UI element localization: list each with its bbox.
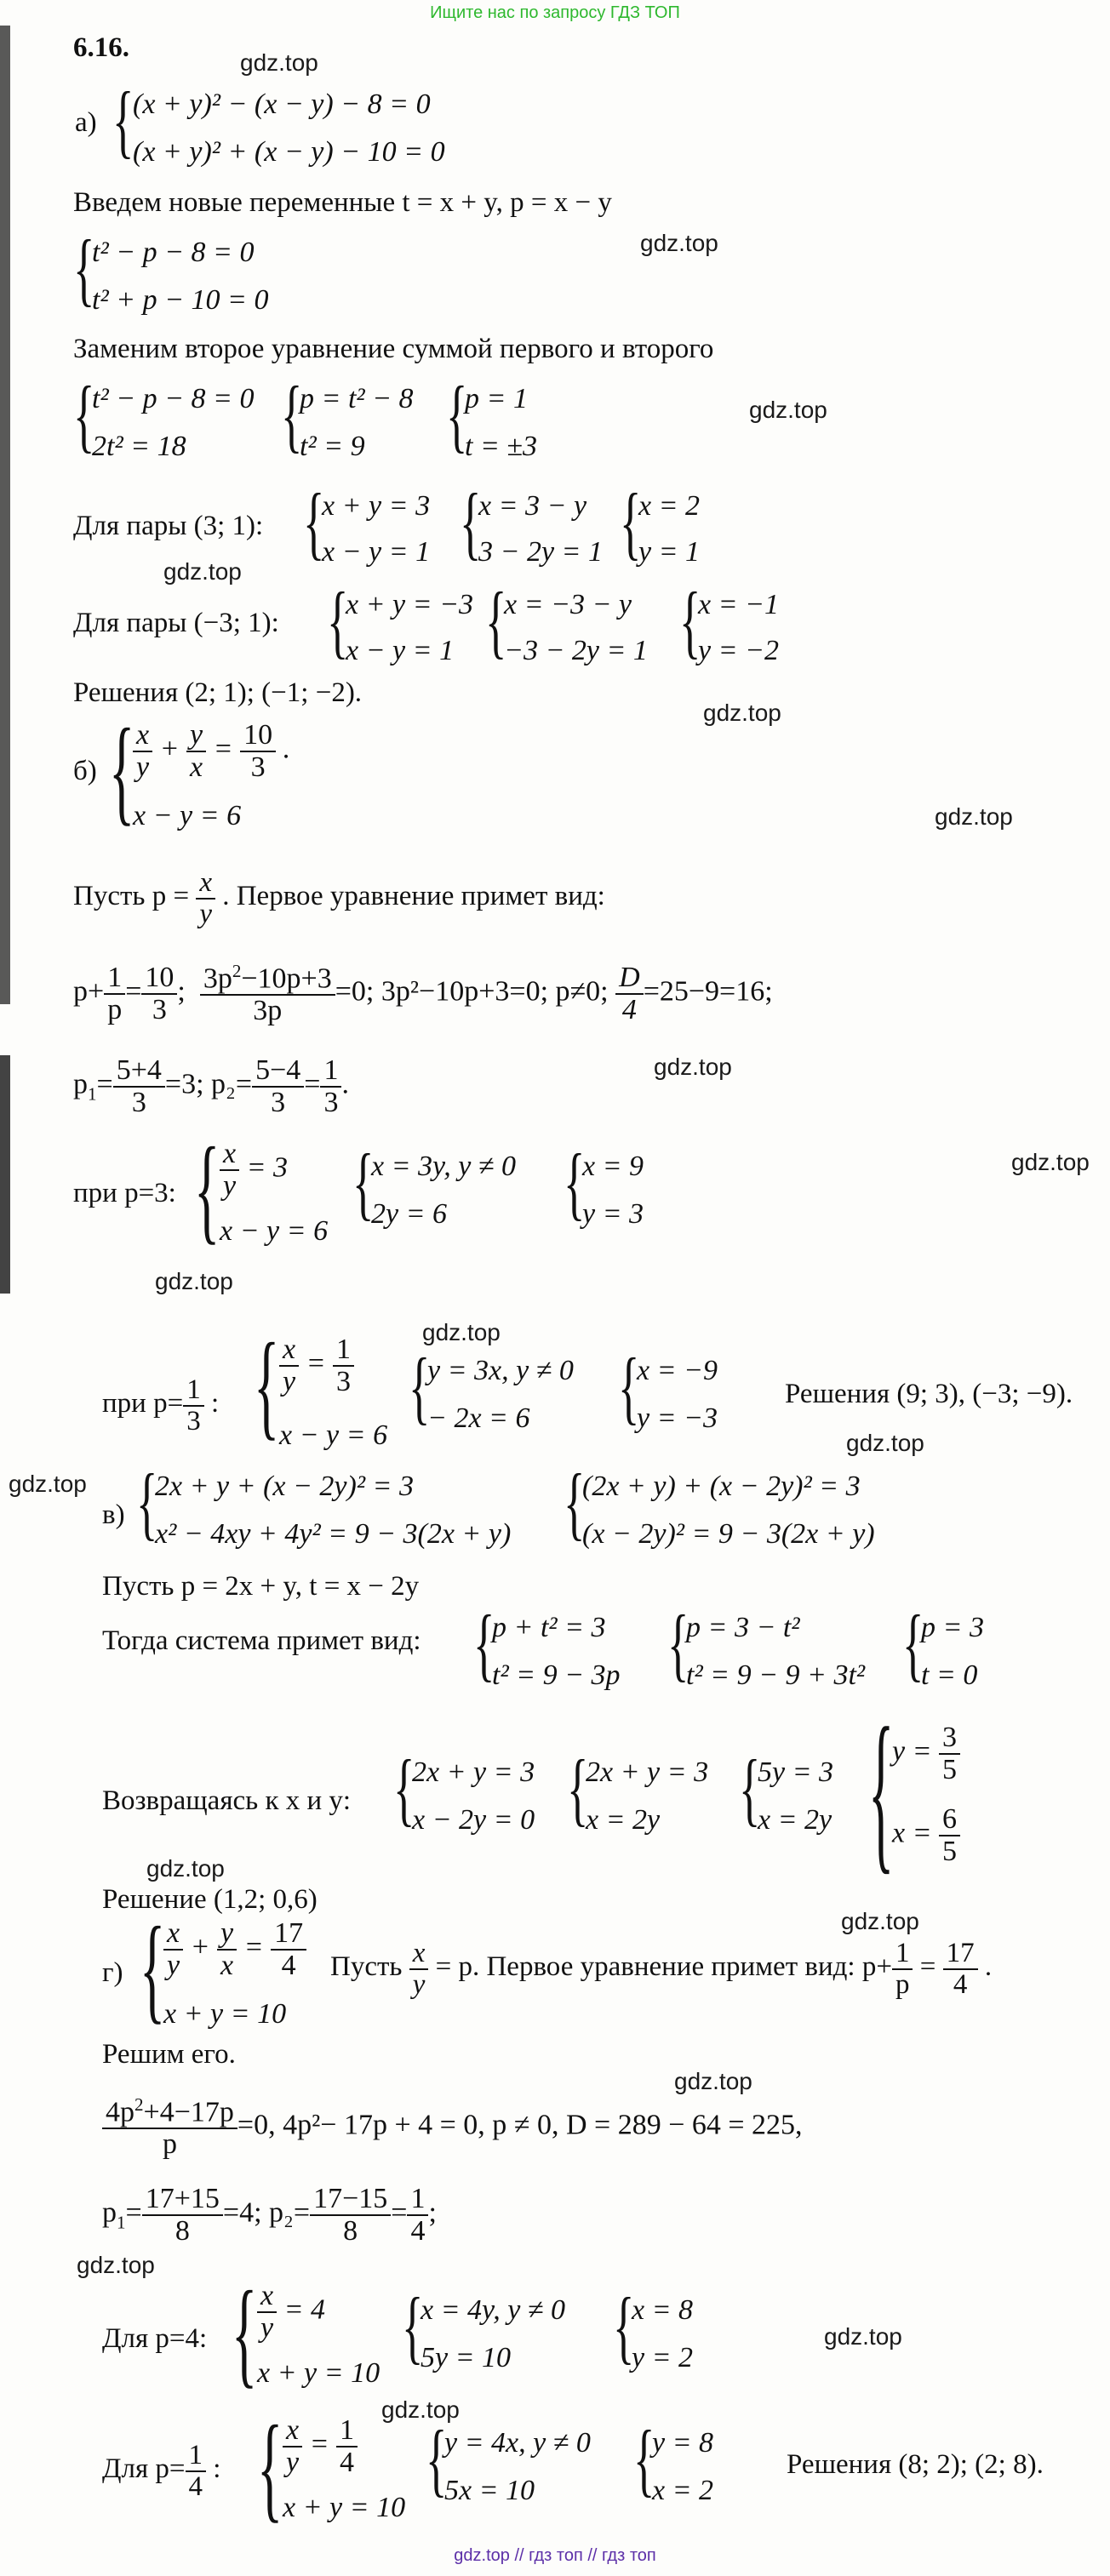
- equation: (2x + y) + (x − 2y)² = 3: [582, 1471, 861, 1502]
- system-brace: {: [112, 75, 134, 166]
- equation: y = 3x, y ≠ 0: [427, 1355, 574, 1386]
- paragraph: Заменим второе уравнение суммой первого и второго: [73, 334, 714, 364]
- scan-edge: [0, 1055, 10, 1294]
- system-brace: {: [564, 1457, 586, 1548]
- equation-line: p+ $\frac{1}{p}$ = $\frac{10}{3}$ ; $\frac{3p^2-10p+3}{3p}$ =0; 3p²−10p+3=0; p≠0; $\frac{D}{4}$ =25−9=16;: [73, 961, 773, 1027]
- equation: x + y = 3: [322, 490, 431, 522]
- equation: y = 3: [582, 1198, 644, 1230]
- paragraph: Введем новые переменные t = x + y, p = x − y: [73, 187, 612, 218]
- equation: x = 4y, y ≠ 0: [421, 2294, 565, 2326]
- system-brace: {: [567, 1743, 589, 1834]
- equation: p = 3 − t²: [686, 1612, 800, 1643]
- paragraph: Для пары (−3; 1):: [73, 608, 279, 638]
- part-b-label: б): [73, 756, 97, 786]
- equation: t² + p − 10 = 0: [92, 284, 269, 316]
- system-brace: {: [140, 1903, 166, 2035]
- equation: t² − p − 8 = 0: [92, 383, 255, 414]
- equation: 2y = 6: [371, 1198, 448, 1230]
- equation: x − y = 6: [279, 1419, 388, 1451]
- roots-line: $p_1=$ $\frac{5+4}{3}$ =3; p₂= $\frac{5-4}{3}$ = $\frac{1}{3}$ .: [73, 1054, 349, 1118]
- equation: 2x + y = 3: [412, 1756, 535, 1788]
- paragraph: Пусть p = $\frac{x}{y}$ . Первое уравнение примет вид:: [73, 867, 605, 929]
- paragraph: Тогда система примет вид:: [102, 1625, 421, 1656]
- equation: x = 9: [582, 1151, 644, 1182]
- solution-text: Решение (1,2; 0,6): [102, 1884, 318, 1915]
- equation: t² = 9 − 3p: [492, 1659, 621, 1691]
- part-v-label: в): [102, 1499, 125, 1530]
- system-brace: {: [254, 1319, 280, 1451]
- equation-line: $\frac{4p^2+4-17p}{p}$ =0, 4p²− 17p + 4 = 0, p ≠ 0, D = 289 − 64 = 225,: [102, 2095, 803, 2160]
- watermark: gdz.top: [146, 1855, 225, 1882]
- equation: y = 4x, y ≠ 0: [444, 2427, 591, 2459]
- watermark: gdz.top: [422, 1319, 501, 1345]
- case-label: Для p=4:: [102, 2323, 208, 2354]
- equation: x = 2: [652, 2475, 714, 2506]
- system-brace: {: [232, 2267, 258, 2399]
- watermark: gdz.top: [77, 2252, 155, 2278]
- equation: t² − p − 8 = 0: [92, 237, 255, 268]
- case-label: при p=3:: [73, 1178, 176, 1208]
- equation: −3 − 2y = 1: [504, 635, 648, 666]
- equation: $\frac{x}{y}$ = $\frac{1}{3}$: [279, 1334, 354, 1397]
- equation: x² − 4xy + 4y² = 9 − 3(2x + y): [155, 1518, 512, 1550]
- equation: y = 8: [652, 2427, 714, 2459]
- equation: y = −3: [637, 1402, 718, 1434]
- equation: x − 2y = 0: [412, 1804, 535, 1836]
- scan-edge: [0, 26, 10, 1004]
- equation: (x + y)² + (x − y) − 10 = 0: [133, 136, 445, 168]
- part-g-label: г): [102, 1957, 123, 1988]
- equation: x + y = 10: [163, 1998, 287, 2030]
- equation: $\frac{x}{y}$ + $\frac{y}{x}$ = $\frac{17}{4}$: [163, 1918, 306, 1980]
- equation: y = 2: [632, 2342, 694, 2373]
- watermark: gdz.top: [654, 1054, 732, 1080]
- equation: 2t² = 18: [92, 431, 186, 462]
- watermark: gdz.top: [240, 49, 318, 76]
- system-brace: {: [426, 2413, 448, 2505]
- equation: x = 8: [632, 2294, 694, 2326]
- paragraph: Для пары (3; 1):: [73, 511, 264, 541]
- solution-text: Решения (8; 2); (2; 8).: [787, 2449, 1044, 2480]
- header-link[interactable]: Ищите нас по запросу ГДЗ ТОП: [430, 3, 680, 22]
- system-brace: {: [109, 705, 135, 837]
- case-label: Для p= $\frac{1}{4}$ :: [102, 2440, 221, 2502]
- paragraph: Возвращаясь к x и y:: [102, 1785, 352, 1816]
- system-brace: {: [667, 1598, 689, 1689]
- equation: x = 3y, y ≠ 0: [371, 1151, 516, 1182]
- system-brace: {: [460, 477, 482, 568]
- system-brace: {: [902, 1598, 924, 1689]
- system-brace: {: [194, 1123, 220, 1255]
- solution-text: Решения (9; 3), (−3; −9).: [785, 1379, 1073, 1409]
- system-brace: {: [564, 1137, 586, 1228]
- equation: (x − 2y)² = 9 − 3(2x + y): [582, 1518, 875, 1550]
- system-brace: {: [868, 1692, 895, 1890]
- equation: (x + y)² − (x − y) − 8 = 0: [133, 89, 431, 120]
- system-brace: {: [327, 575, 349, 666]
- equation: y = −2: [698, 635, 779, 666]
- watermark: gdz.top: [824, 2323, 902, 2350]
- system-brace: {: [620, 477, 642, 568]
- watermark: gdz.top: [846, 1430, 924, 1456]
- equation: x − y = 1: [322, 536, 431, 568]
- equation: − 2x = 6: [427, 1402, 530, 1434]
- system-brace: {: [402, 2281, 424, 2372]
- watermark: gdz.top: [703, 700, 781, 726]
- watermark: gdz.top: [155, 1268, 233, 1294]
- equation: x + y = −3: [346, 589, 474, 620]
- system-brace: {: [303, 477, 325, 568]
- problem-number: 6.16.: [73, 32, 129, 63]
- equation: x + y = 10: [283, 2492, 406, 2523]
- paragraph: Решим его.: [102, 2039, 236, 2070]
- equation: p = 3: [921, 1612, 984, 1643]
- watermark: gdz.top: [381, 2396, 460, 2423]
- watermark: gdz.top: [749, 397, 827, 423]
- equation: 3 − 2y = 1: [478, 536, 603, 568]
- system-brace: {: [633, 2413, 655, 2505]
- equation: t = 0: [921, 1659, 978, 1691]
- equation: y = $\frac{3}{5}$: [892, 1722, 960, 1785]
- equation: $\frac{x}{y}$ = $\frac{1}{4}$: [283, 2415, 358, 2477]
- watermark: gdz.top: [1011, 1149, 1090, 1175]
- paragraph: Пусть $\frac{x}{y}$ = p. Первое уравнение примет вид: p+ $\frac{1}{p}$ = $\frac{17}{4}$ .: [330, 1938, 993, 2000]
- system-brace: {: [613, 2281, 635, 2372]
- equation: x = −3 − y: [504, 589, 632, 620]
- equation: 2x + y = 3: [586, 1756, 709, 1788]
- watermark: gdz.top: [9, 1471, 87, 1497]
- watermark: gdz.top: [640, 230, 718, 256]
- watermark: gdz.top: [841, 1908, 919, 1934]
- equation: p = 1: [465, 383, 528, 414]
- equation: x = 2: [638, 490, 701, 522]
- equation: 5y = 3: [758, 1756, 834, 1788]
- system-brace: {: [739, 1743, 761, 1834]
- equation: $\frac{x}{y}$ = 3: [220, 1139, 288, 1201]
- system-brace: {: [618, 1341, 640, 1432]
- roots-line: $p_1=$ $\frac{17+15}{8}$ =4; p₂= $\frac{17-15}{8}$ = $\frac{1}{4}$ ;: [102, 2183, 437, 2247]
- system-brace: {: [257, 2402, 283, 2533]
- equation: t² = 9 − 9 + 3t²: [686, 1659, 866, 1691]
- equation: x = 2y: [758, 1804, 832, 1836]
- case-label: при p= $\frac{1}{3}$ :: [102, 1374, 220, 1437]
- equation: $\frac{x}{y}$ = 4: [257, 2281, 325, 2343]
- system-brace: {: [73, 369, 95, 460]
- part-a-label: а): [75, 107, 97, 138]
- watermark: gdz.top: [674, 2068, 752, 2094]
- equation: x = 3 − y: [478, 490, 587, 522]
- equation: t = ±3: [465, 431, 538, 462]
- equation: p = t² − 8: [300, 383, 414, 414]
- system-brace: {: [409, 1341, 431, 1432]
- system-brace: {: [679, 575, 701, 666]
- watermark: gdz.top: [163, 558, 242, 585]
- system-brace: {: [485, 575, 507, 666]
- equation: y = 1: [638, 536, 701, 568]
- footer-link[interactable]: gdz.top // гдз топ // гдз топ: [454, 2546, 656, 2565]
- equation: $\frac{x}{y}$ + $\frac{y}{x}$ = $\frac{10}{3}$ .: [133, 720, 290, 782]
- equation: x = −9: [637, 1355, 718, 1386]
- equation: t² = 9: [300, 431, 365, 462]
- equation: x − y = 1: [346, 635, 455, 666]
- system-brace: {: [73, 223, 95, 314]
- equation: x = 2y: [586, 1804, 661, 1836]
- system-brace: {: [446, 369, 468, 460]
- system-brace: {: [352, 1137, 375, 1228]
- system-brace: {: [281, 369, 303, 460]
- solution-text: Решения (2; 1); (−1; −2).: [73, 677, 363, 708]
- paragraph: Пусть p = 2x + y, t = x − 2y: [102, 1571, 420, 1602]
- equation: p + t² = 3: [492, 1612, 606, 1643]
- equation: 5y = 10: [421, 2342, 512, 2373]
- equation: 5x = 10: [444, 2475, 535, 2506]
- equation: x − y = 6: [133, 800, 242, 831]
- equation: x = −1: [698, 589, 779, 620]
- equation: x = $\frac{6}{5}$: [892, 1804, 960, 1866]
- equation: 2x + y + (x − 2y)² = 3: [155, 1471, 414, 1502]
- system-brace: {: [393, 1743, 415, 1834]
- watermark: gdz.top: [935, 803, 1013, 830]
- system-brace: {: [473, 1598, 495, 1689]
- equation: x + y = 10: [257, 2357, 380, 2389]
- equation: x − y = 6: [220, 1215, 329, 1247]
- system-brace: {: [136, 1457, 158, 1548]
